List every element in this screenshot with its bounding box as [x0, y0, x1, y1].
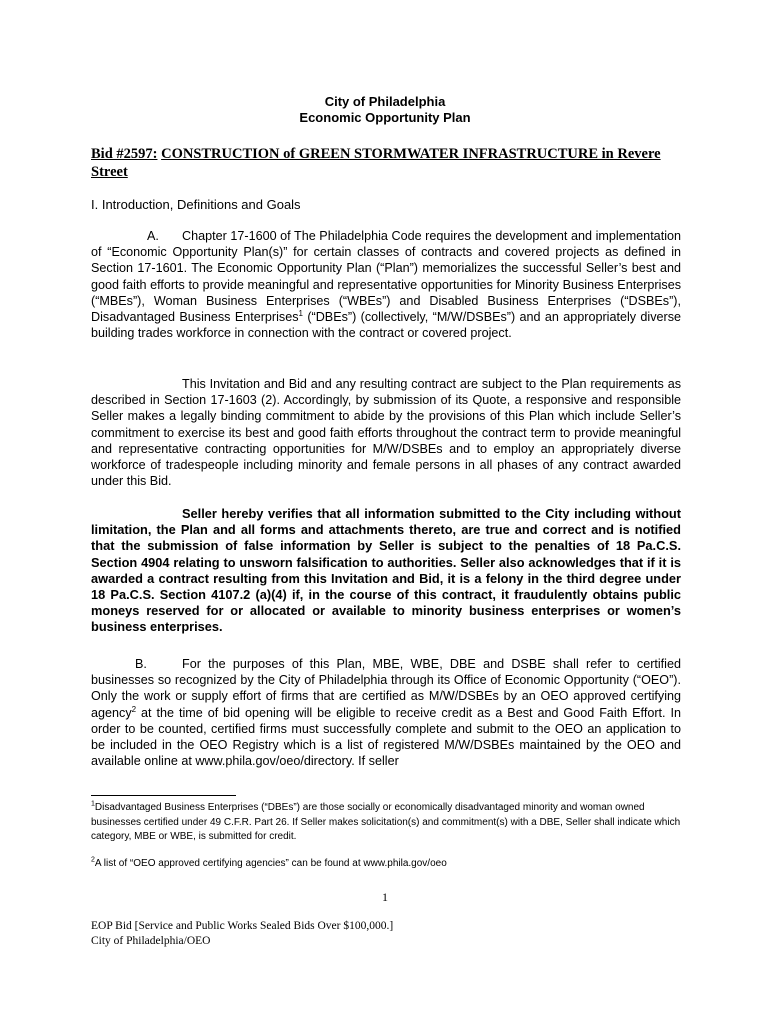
section-heading: I. Introduction, Definitions and Goals [91, 197, 301, 212]
footnote-2-marker: 2 [91, 856, 95, 864]
footer-line-2: City of Philadelphia/OEO [91, 935, 211, 947]
page-footer [91, 919, 681, 949]
footnote-1-marker: 1 [91, 800, 95, 808]
title-line-plan: Economic Opportunity Plan [299, 110, 471, 125]
title-line-city: City of Philadelphia [324, 94, 446, 109]
paragraph-b [91, 656, 681, 769]
footnote-divider [91, 795, 236, 796]
paragraph-a-marker: A. [147, 229, 159, 243]
footnote-2 [91, 857, 681, 872]
paragraph-b-marker: B. [135, 657, 147, 671]
page-number: 1 [382, 890, 388, 904]
paragraph-a-text-2: (“DBEs”) (collectively, “M/W/DSBEs”) and an appropriately diverse building trades workforce in connection with the contract or covered project. [91, 310, 681, 341]
document-title [0, 94, 770, 126]
bid-heading [91, 145, 681, 181]
paragraph-a [91, 228, 681, 341]
footnote-2-text: A list of “OEO approved certifying agencies” can be found at www.phila.gov/oeo [94, 858, 447, 869]
footnote-ref-1: 1 [298, 308, 303, 318]
footnote-1 [91, 801, 681, 845]
footnote-1-text: Disadvantaged Business Enterprises (“DBEs”) are those socially or economically disadvantaged minority and woman owned businesses certified under 49 C.F.R. Part 26. If Seller makes solicitation(s) and commitment(s) with a DBE, Seller shall indicate which category, MBE or WBE, is submitted for credit. [91, 802, 681, 842]
footer-line-1: EOP Bid [Service and Public Works Sealed Bids Over $100,000.] [91, 920, 394, 932]
bid-label: Bid #2597: [91, 146, 158, 162]
paragraph-certification: Seller hereby verifies that all information submitted to the City including without limitation, the Plan and all forms and attachments thereto, are true and correct and is notified that the submission of false information by Seller is subject to the penalties of 18 Pa.C.S. Section 4904 relating to unsworn falsification to authorities. Seller also acknowledges that if it is awarded a contract resulting from this Invitation and Bid, it is a felony in the third degree under 18 Pa.C.S. Section 4107.2 (a)(4) if, in the course of this contract, it fraudulently obtains public moneys reserved for or allocated or available to minority business enterprises or women’s business enterprises. [91, 506, 681, 635]
bid-title: CONSTRUCTION of GREEN STORMWATER INFRASTRUCTURE in Revere Street [91, 146, 661, 180]
paragraph-invitation: This Invitation and Bid and any resulting contract are subject to the Plan requirements as described in Section 17-1603 (2). Accordingly, by submission of its Quote, a responsive and responsible Seller makes a legally binding commitment to abide by the provisions of this Plan which include Seller’s commitment to exercise its best and good faith efforts throughout the contract term to provide meaningful and representative contracting opportunities for M/W/DSBEs and to employ an appropriately diverse workforce of tradespeople including minority and female persons in all phases of any contract awarded under this Bid. [91, 377, 681, 489]
footnote-ref-2: 2 [131, 704, 137, 714]
paragraph-a-text-1: Chapter 17-1600 of The Philadelphia Code requires the development and implementation of “Economic Opportunity Plan(s)” for certain classes of contracts and covered projects as defined in Section 17-1601. The Economic Opportunity Plan (“Plan”) memorializes the successful Seller’s best and good faith efforts to provide meaningful and representative opportunities for Minority Business Enterprises (“MBEs”), Woman Business Enterprises (“WBEs”) and Disabled Business Enterprises (“DSBEs”), Disadvantaged Business Enterprises [91, 229, 681, 325]
paragraph-b-text-1: For the purposes of this Plan, MBE, WBE, DBE and DSBE shall refer to certified businesses so recognized by the City of Philadelphia through its Office of Economic Opportunity (“OEO”). Only the work or supply effort of firms that are certified as M/W/DSBEs by an OEO approved certifying agency [91, 657, 681, 720]
paragraph-b-text-2: at the time of bid opening will be eligible to receive credit as a Best and Good Faith Effort. In order to be counted, certified firms must successfully complete and submit to the OEO an application to be included in the OEO Registry which is a list of registered M/W/DSBEs maintained by the OEO and available online at www.phila.gov/oeo/directory. If seller [91, 705, 681, 769]
